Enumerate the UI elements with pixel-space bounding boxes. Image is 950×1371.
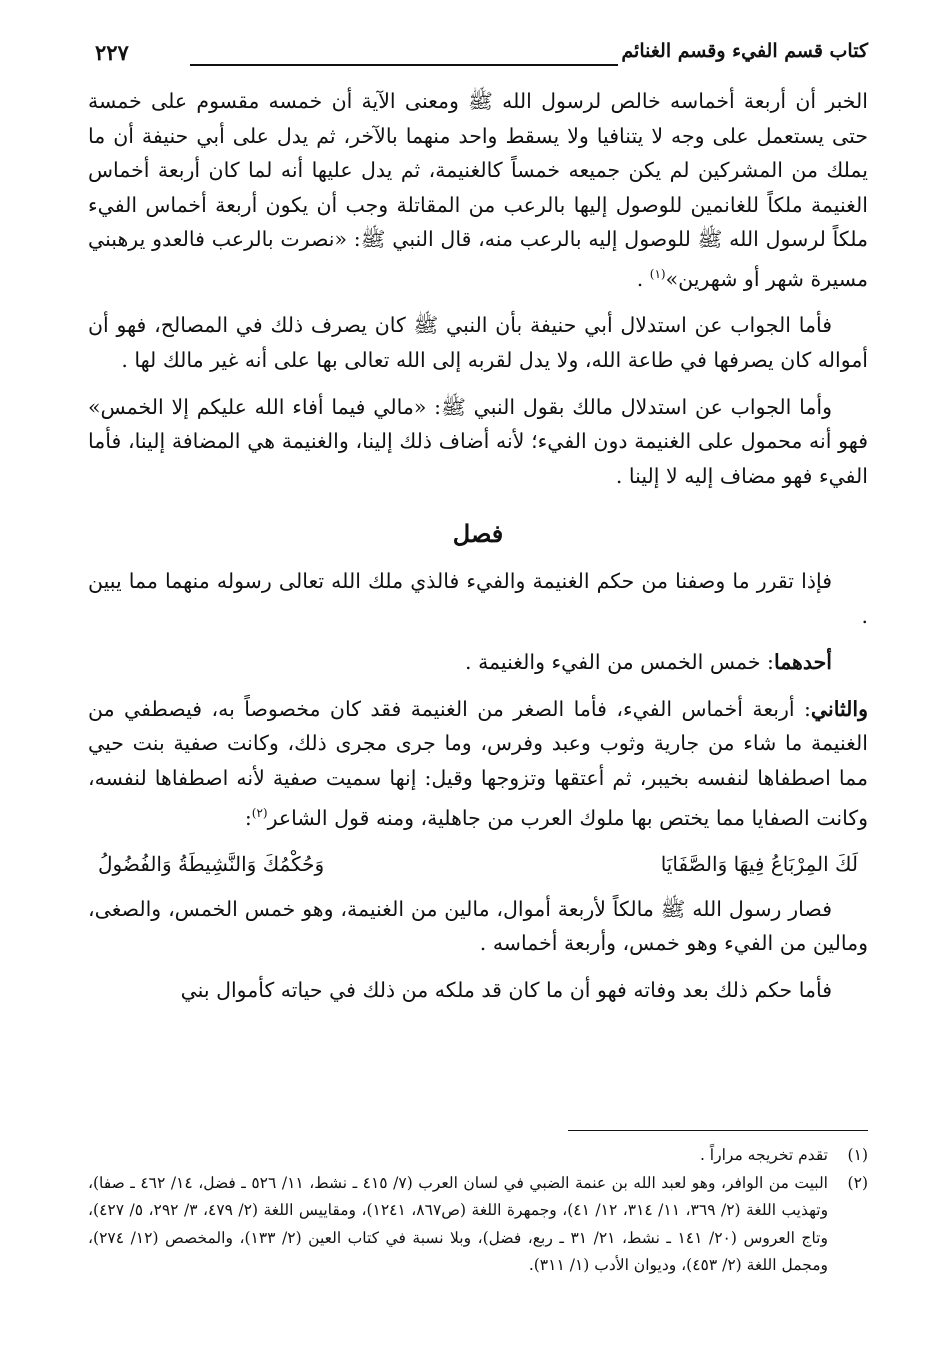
paragraph-5-text: : خمس الخمس من الفيء والغنيمة .	[465, 650, 774, 675]
paragraph-1	[88, 84, 868, 296]
paragraph-4: فإذا تقرر ما وصفنا من حكم الغنيمة والفيء فالذي ملك الله تعالى رسوله منهما مما يبين .	[88, 568, 868, 628]
paragraph-8: فأما حكم ذلك بعد وفاته فهو أن ما كان قد ملكه من ذلك في حياته كأموال بني	[180, 977, 832, 1002]
footnotes	[88, 1142, 868, 1280]
footnote-text: البيت من الوافر، وهو لعبد الله بن عنمة الضبي في لسان العرب (٧/ ٤١٥ ـ نشط، ١١/ ٥٢٦ ـ فضل، ١٤/ ٤٦٢ ـ صفا)، وتهذيب اللغة (٢/ ٣٦٩، ١١/ ٣١٤، ١٢/ ٤١)، وجمهرة اللغة (ص٨٦٧، ١٢٤١)، ومقاييس اللغة (٢/ ٤٧٩، ٣/ ٢٩٢، ٥/ ٤٢٧)، وتاج العروس (٢٠/ ١٤١ ـ نشط، ٢١/ ٣١ ـ ربع، فضل)، وبلا نسبة في كتاب العين (٢/ ١٣٣)، والمخصص (١٢/ ٢٧٤)، ومجمل اللغة (٢/ ٤٥٣)، وديوان الأدب (١/ ٣١١).	[88, 1173, 829, 1274]
section-heading: فصل	[452, 519, 504, 549]
footnote-separator	[568, 1130, 868, 1131]
footnote-ref-2: (٢)	[251, 805, 268, 820]
page-number: ٢٢٧	[95, 40, 135, 65]
paragraph-5	[88, 645, 868, 680]
verse-second-hemistich: وَحُكْمُكَ وَالنَّشِيطَةُ وَالفُضُولُ	[98, 851, 325, 876]
term-first: أحدهما	[773, 650, 832, 675]
footnote-ref-1: (١)	[649, 266, 666, 281]
footnote-number: (٢)	[847, 1173, 868, 1192]
term-second: والثاني	[810, 696, 868, 721]
header-rule	[190, 64, 618, 66]
footnote-2	[88, 1170, 868, 1280]
main-text	[88, 84, 868, 1019]
paragraph-6-text: : أربعة أخماس الفيء، فأما الصغر من الغنيمة فقد كان مخصوصاً به، فيصطفي من الغنيمة ما شاء من جارية وثوب وعبد وفرس، وما جرى مجرى ذلك، وكانت صفية بنت حيي مما اصطفاها لنفسه بخيبر، ثم أعتقها وتزوجها وقيل: إنها سميت صفية لأنه اصطفاها لنفسه، وكانت الصفايا مما يختص بها ملوك العرب من جاهلية، ومنه قول الشاعر	[88, 696, 868, 830]
paragraph-2: فأما الجواب عن استدلال أبي حنيفة بأن النبي ﷺ كان يصرف ذلك في المصالح، فهو أن أمواله كان يصرفها في طاعة الله، ولا يدل لقربه إلى الله تعالى بها على أنه غير مالك لها .	[88, 313, 868, 372]
paragraph-6	[88, 692, 868, 835]
poetry-verse	[88, 847, 868, 882]
paragraph-1-end: .	[636, 266, 650, 291]
paragraph-6-end: :	[244, 805, 252, 830]
footnote-number: (١)	[847, 1146, 868, 1164]
running-title: كتاب قسم الفيء وقسم الغنائم	[613, 40, 868, 62]
footnote-text: تقدم تخريجه مراراً .	[699, 1146, 828, 1164]
paragraph-7: فصار رسول الله ﷺ مالكاً لأربعة أموال، مالين من الغنيمة، وهو خمس الخمس، والصغى، ومالين من الفيء وهو خمس، وأربعة أخماسه .	[88, 896, 868, 956]
verse-first-hemistich: لَكَ المِرْبَاعُ فِيهَا وَالصَّفَايَا	[660, 851, 858, 876]
paragraph-1-text: الخبر أن أربعة أخماسه خالص لرسول الله ﷺ ومعنى الآية أن خمسه مقسوم على خمسة حتى يستعمل على وجه لا يتنافيا ولا يسقط واحد منهما بالآخر، ثم يدل على أبي حنيفة أن ما يملك من المشركين لم يكن جميعه خمساً كالغنيمة، ثم يدل عليها أنه لما كان أربعة أخماس الغنيمة ملكاً للغانمين للوصول إليها بالرعب من المقاتلة وجب أن يكون أربعة أخماس الفيء ملكاً لرسول الله ﷺ للوصول إليه بالرعب منه، قال النبي ﷺ: «نصرت بالرعب فالعدو يرهبني مسيرة شهر أو شهرين»	[88, 89, 868, 291]
paragraph-3: وأما الجواب عن استدلال مالك بقول النبي ﷺ: «مالي فيما أفاء الله عليكم إلا الخمس» فهو أنه محمول على الغنيمة دون الفيء؛ لأنه أضاف ذلك إلينا، والغنيمة هي المضافة إلينا، فأما الفيء فهو مضاف إليه لا إلينا .	[88, 394, 868, 488]
running-header	[95, 40, 868, 80]
footnote-1	[88, 1142, 868, 1170]
